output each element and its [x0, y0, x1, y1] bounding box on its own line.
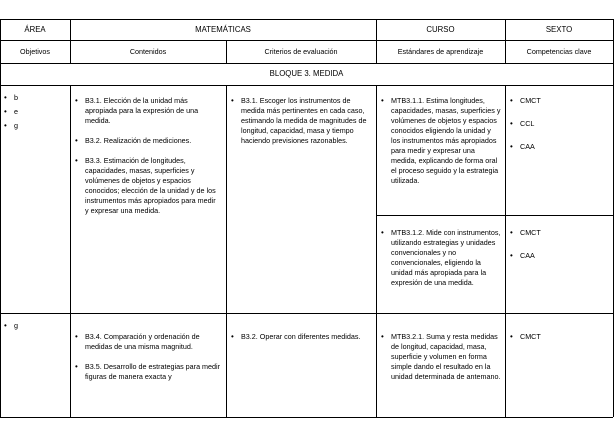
- estandares-list: [381, 96, 501, 186]
- row-divider: [0, 40, 613, 41]
- competencias-list: [510, 332, 608, 342]
- list-item: • MTB3.1.2. Mide con instrumentos, utilizando estrategias y unidades convencionales y no convencionales, eligiendo la unidad más apropiada para la expresión de una medida.: [381, 228, 501, 288]
- list-item: • B3.1. Escoger los instrumentos de medida más pertinentes en cada caso, estimando la medida de magnitudes de longitud, capacidad, masa y tiempo haciendo previsiones razonables.: [231, 96, 371, 146]
- row-divider: [0, 85, 613, 86]
- list-item: • B3.5. Desarrollo de estrategias para medir figuras de manera exacta y: [75, 362, 221, 382]
- list-item: • CMCT: [510, 332, 608, 342]
- contenidos-list: [75, 96, 221, 216]
- list-item: • B3.3. Estimación de longitudes, capacidades, masas, superficies y volúmenes de objetos y espacios conocidos; elección de la unidad y de los instrumentos más apropiados para medir y expresar una medida.: [75, 156, 221, 216]
- column-header-criterios: Criterios de evaluación: [264, 47, 338, 56]
- row-divider: [376, 215, 613, 216]
- area-label: ÁREA: [24, 25, 46, 34]
- list-item: • CCL: [510, 119, 608, 129]
- row-divider: [0, 313, 613, 314]
- list-item: • g: [4, 121, 64, 131]
- objetivos-list: [4, 93, 64, 131]
- list-item: • MTB3.2.1. Suma y resta medidas de longitud, capacidad, masa, superficie y volumen en forma simple dando el resultado en la unidad determinada de antemano.: [381, 332, 501, 382]
- list-item: • CAA: [510, 142, 608, 152]
- column-header-contenidos: Contenidos: [129, 47, 167, 56]
- row-divider: [0, 63, 613, 64]
- column-header-estandares: Estándares de aprendizaje: [397, 47, 484, 56]
- table-border-right: [613, 19, 614, 417]
- list-item: • B3.1. Elección de la unidad más apropiada para la expresión de una medida.: [75, 96, 221, 126]
- criterios-list: [231, 96, 371, 146]
- list-item: • e: [4, 107, 64, 117]
- criterios-list: [231, 332, 371, 342]
- list-item: • B3.2. Operar con diferentes medidas.: [231, 332, 371, 342]
- column-header-competencias: Competencias clave: [526, 47, 592, 56]
- table-border-bottom: [0, 417, 613, 418]
- competencias-list: [510, 96, 608, 152]
- list-item: • b: [4, 93, 64, 103]
- block-title: BLOQUE 3. MEDIDA: [269, 69, 344, 78]
- column-divider: [376, 85, 377, 417]
- grade-name: SEXTO: [545, 25, 573, 34]
- curso-label: CURSO: [426, 25, 455, 34]
- list-item: • CMCT: [510, 96, 608, 106]
- list-item: • B3.4. Comparación y ordenación de medidas de una misma magnitud.: [75, 332, 221, 352]
- list-item: • MTB3.1.1. Estima longitudes, capacidades, masas, superficies y volúmenes de objetos y espacios conocidos eligiendo la unidad y los instrumentos más apropiados para medir y expresar una medida, explicando de forma oral el proceso seguido y la estrategia utilizada.: [381, 96, 501, 186]
- column-divider: [226, 85, 227, 417]
- list-item: • g: [4, 321, 64, 331]
- competencias-list: [510, 228, 608, 261]
- estandares-list: [381, 332, 501, 382]
- list-item: • B3.2. Realización de mediciones.: [75, 136, 221, 146]
- list-item: • CAA: [510, 251, 608, 261]
- table-border-top: [0, 19, 613, 20]
- column-divider: [505, 85, 506, 417]
- list-item: • CMCT: [510, 228, 608, 238]
- estandares-list: [381, 228, 501, 288]
- column-header-objetivos: Objetivos: [20, 47, 50, 56]
- column-divider: [70, 85, 71, 417]
- subject-name: MATEMÁTICAS: [195, 25, 251, 34]
- objetivos-list: [4, 321, 64, 331]
- contenidos-list: [75, 332, 221, 382]
